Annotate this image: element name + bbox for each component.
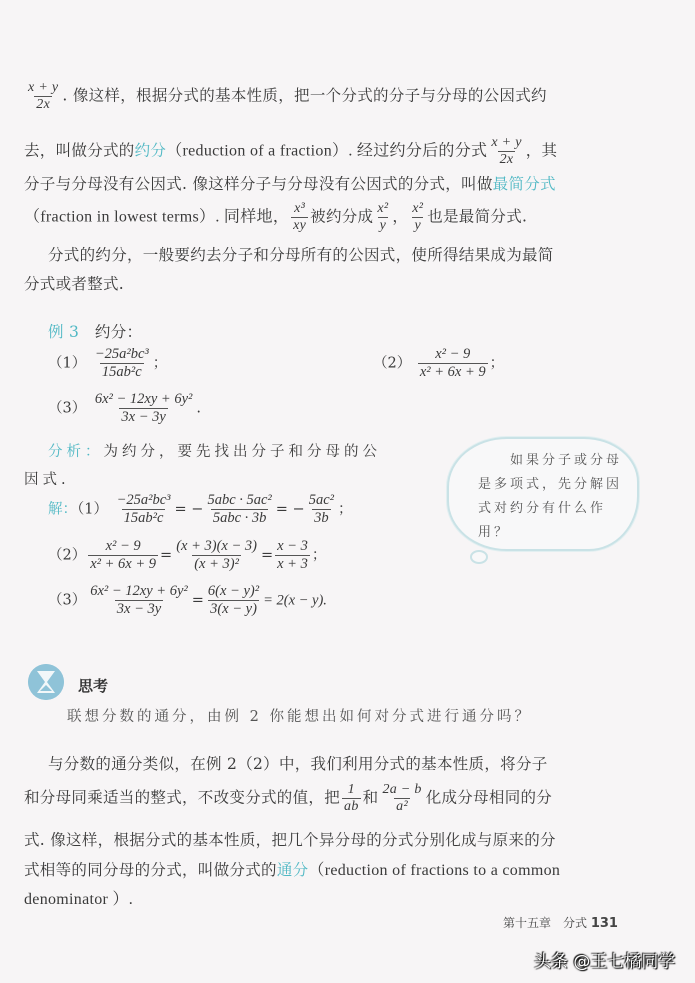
fraction [291, 201, 308, 234]
numerator: −25a²bc³ [116, 492, 171, 508]
example-label: 例 3 [48, 323, 80, 341]
fraction [88, 538, 158, 573]
item-index: （3） [48, 400, 87, 417]
item-index: （3） [48, 592, 87, 609]
denominator: 3b [314, 510, 329, 526]
analysis-line2: 因式. [24, 472, 70, 488]
fraction [88, 583, 190, 618]
numerator: 6(x − y)² [207, 583, 260, 599]
example3-item-3 [48, 391, 201, 426]
fraction [205, 492, 273, 527]
text: 和 [362, 788, 379, 807]
fraction [206, 583, 261, 618]
text: . 像这样，根据分式的基本性质，把一个分式的分子与分母的公因式约 [62, 86, 547, 105]
item-index: （1） [77, 501, 108, 518]
punct: ； [311, 547, 327, 564]
para3-line4 [24, 857, 560, 880]
think-question: 联想分数的通分，由例 2 你能想出如何对分式进行通分吗？ [67, 709, 532, 725]
fraction [489, 135, 523, 168]
denominator: 2x [36, 97, 51, 112]
denominator: ab [344, 799, 359, 814]
numerator: −25a²bc³ [94, 346, 149, 362]
equals: = [191, 592, 204, 609]
hourglass-icon [28, 664, 64, 700]
text: 分子与分母没有公因式. 像这样分子与分母没有公因式的分式，叫做 [24, 175, 493, 193]
chapter-label: 第十五章 分式 [503, 916, 588, 930]
numerator: x² [412, 201, 424, 216]
text: ， [392, 207, 409, 226]
denominator: a² [396, 799, 408, 814]
solution-row-3 [48, 583, 327, 618]
denominator: 3x − 3y [116, 601, 162, 617]
solution-row-1 [48, 492, 353, 527]
result: = 2(x − y). [263, 592, 327, 609]
fraction [174, 538, 259, 573]
fraction [26, 80, 60, 113]
para1-line3 [24, 172, 556, 194]
think-icon [28, 664, 64, 700]
solution-row-2 [48, 538, 326, 573]
para2-line1: 分式的约分，一般要约去分子和分母所有的公因式，使所得结果成为最简 [48, 246, 554, 264]
solution-label: 解： [48, 501, 77, 518]
think-title: 思考 [78, 677, 109, 695]
numerator: x² [377, 201, 389, 216]
text: 去，叫做分式的 [24, 141, 135, 160]
fraction [93, 391, 195, 426]
numerator: x − 3 [277, 538, 308, 554]
numerator: 6x² − 12xy + 6y² [94, 391, 193, 407]
denominator: y [379, 218, 387, 233]
text: （reduction of fractions to a common [308, 862, 561, 879]
text: 和分母同乘适当的整式，不改变分式的值，把 [24, 788, 341, 807]
fraction [375, 201, 390, 234]
example-title: 约分： [94, 323, 143, 341]
para2-line2: 分式或者整式. [24, 275, 125, 293]
denominator: y [414, 218, 421, 233]
example3-item-1 [48, 346, 167, 381]
denominator: 15ab²c [101, 364, 142, 380]
numerator: 5abc · 5ac² [207, 492, 272, 508]
denominator: 2x [499, 152, 514, 167]
page-footer [503, 914, 618, 931]
denominator: (x + 3)² [194, 556, 239, 572]
equals: = − [275, 501, 305, 518]
watermark: 头条 @王七橘同学 [534, 952, 676, 972]
item-index: （2） [48, 547, 87, 564]
text: （reduction of a fraction）. 经过约分后的分式 [166, 142, 488, 160]
page-number: 131 [590, 916, 618, 931]
text: 被约分成 [310, 207, 374, 226]
numerator: x + y [28, 80, 59, 95]
numerator: x + y [491, 135, 522, 150]
para1-line4 [24, 201, 527, 234]
fraction [380, 782, 423, 815]
para1-line2 [24, 135, 557, 168]
bubble-text: 如果分子或分母是多项式，先分解因式对约分有什么作用？ [478, 453, 623, 540]
term-common-denominator: 通分 [276, 861, 309, 879]
para3-line2 [24, 782, 552, 815]
text: 为约分，要先找出分子和分母的公 [103, 444, 381, 460]
item-index: （1） [48, 355, 87, 372]
fraction [115, 492, 173, 527]
analysis-line1 [48, 440, 381, 461]
fraction [418, 346, 488, 381]
numerator: 1 [347, 782, 355, 797]
punct: ； [152, 355, 168, 372]
equals: = − [174, 501, 204, 518]
term-lowest-terms: 最简分式 [492, 175, 556, 193]
para3-line1: 与分数的通分类似，在例 2（2）中，我们利用分式的基本性质，将分子 [48, 755, 548, 773]
numerator: 6x² − 12xy + 6y² [90, 583, 188, 599]
para3-line3: 式. 像这样，根据分式的基本性质，把几个异分母的分式分别化成与原来的分 [24, 831, 556, 849]
denominator: 3x − 3y [121, 409, 166, 425]
analysis-label: 分析： [48, 444, 104, 460]
denominator: 3(x − y) [210, 601, 257, 617]
item-index: （2） [373, 355, 412, 372]
fraction [307, 492, 336, 527]
denominator: x² + 6x + 9 [90, 556, 157, 572]
bubble-tail [470, 550, 488, 564]
numerator: x³ [294, 201, 306, 216]
text: 也是最简分式. [427, 207, 528, 226]
numerator: 5ac² [308, 492, 334, 508]
text: ，其 [525, 141, 558, 160]
para3-line5: denominator ）. [24, 891, 134, 908]
punct: . [196, 400, 201, 417]
fraction [275, 538, 310, 573]
example3-item-2 [373, 346, 504, 381]
numerator: (x + 3)(x − 3) [176, 538, 257, 554]
fraction [93, 346, 151, 381]
fraction [342, 782, 361, 815]
denominator: 5abc · 3b [212, 510, 267, 526]
numerator: x² − 9 [105, 538, 141, 554]
text: 化成分母相同的分 [425, 788, 553, 807]
numerator: x² − 9 [435, 346, 471, 362]
denominator: xy [293, 218, 307, 233]
punct: ； [338, 501, 353, 518]
numerator: 2a − b [382, 782, 422, 797]
para1-line1 [24, 80, 547, 113]
denominator: 15ab²c [123, 510, 164, 526]
denominator: x² + 6x + 9 [419, 364, 486, 380]
term-reduction: 约分 [134, 141, 167, 160]
text: （fraction in lowest terms）. 同样地， [24, 208, 290, 226]
fraction [410, 201, 425, 234]
equals: = [160, 547, 173, 564]
text: 式相等的同分母的分式，叫做分式的 [24, 861, 277, 879]
denominator: x + 3 [277, 556, 308, 572]
example3-heading [48, 320, 142, 342]
equals: = [260, 547, 274, 564]
punct: ； [489, 355, 505, 372]
